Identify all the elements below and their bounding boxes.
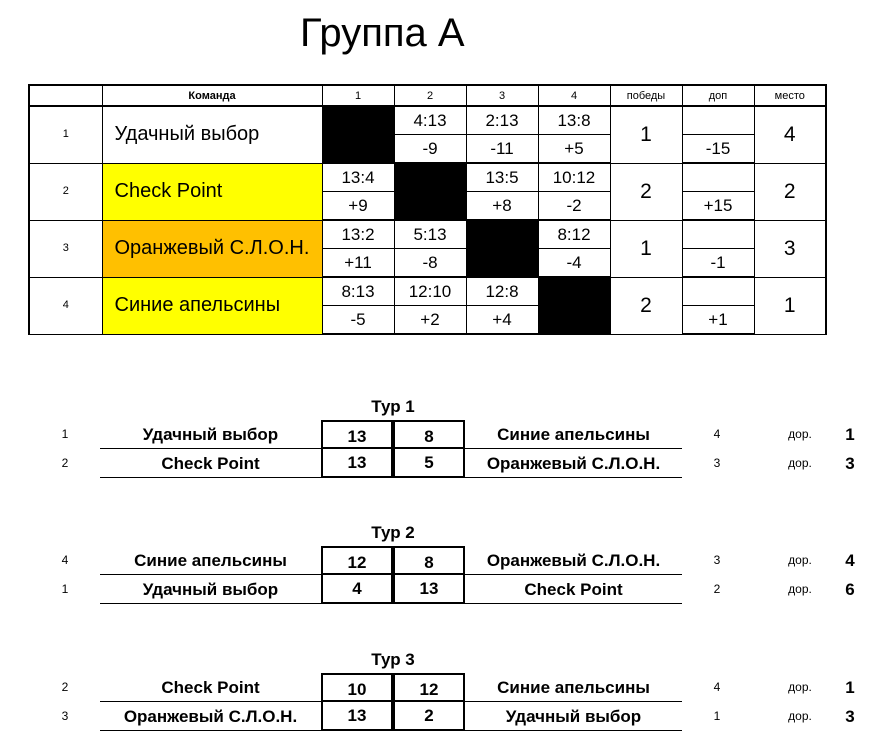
home-score: 13 — [321, 449, 393, 478]
team-number: 2 — [29, 163, 102, 220]
match-score: 8:13 — [322, 277, 394, 306]
home-team: Оранжевый С.Л.О.Н. — [100, 702, 321, 731]
match-score: 2:13 — [466, 106, 538, 135]
standings-table — [28, 84, 827, 335]
match-row — [0, 673, 873, 702]
match-row — [0, 449, 873, 478]
match-score: 12:8 — [466, 277, 538, 306]
away-score: 8 — [393, 546, 465, 575]
self-match-cell — [538, 277, 610, 334]
home-score: 10 — [321, 673, 393, 702]
home-team: Check Point — [100, 449, 321, 478]
team-row — [29, 220, 826, 249]
match-row — [0, 420, 873, 449]
team-bonus: +15 — [682, 192, 754, 221]
lane-number: 3 — [845, 707, 855, 726]
round-title: Тур 1 — [371, 397, 415, 416]
lane-number: 4 — [845, 551, 855, 570]
self-match-cell — [394, 163, 466, 220]
away-team: Синие апельсины — [465, 673, 682, 702]
lane-number: 1 — [845, 678, 855, 697]
away-team: Check Point — [465, 575, 682, 604]
round-title: Тур 3 — [371, 650, 415, 669]
header-place: место — [754, 85, 826, 106]
match-diff: +5 — [538, 135, 610, 164]
match-score: 8:12 — [538, 220, 610, 249]
home-team: Удачный выбор — [100, 420, 321, 449]
away-team-number: 4 — [713, 680, 721, 694]
match-score: 13:2 — [322, 220, 394, 249]
team-place: 1 — [754, 277, 826, 334]
away-team-number: 2 — [713, 582, 721, 596]
away-team-number: 3 — [713, 553, 721, 567]
home-team-number: 1 — [61, 427, 69, 441]
lane-label: дор. — [788, 553, 812, 567]
bonus-empty — [682, 220, 754, 249]
team-bonus: -1 — [682, 249, 754, 278]
match-diff: -9 — [394, 135, 466, 164]
home-score: 12 — [321, 546, 393, 575]
match-diff: -8 — [394, 249, 466, 278]
home-team-number: 4 — [61, 553, 69, 567]
team-number: 3 — [29, 220, 102, 277]
team-name: Удачный выбор — [102, 106, 322, 163]
team-bonus: -15 — [682, 135, 754, 164]
team-name: Синие апельсины — [102, 277, 322, 334]
team-place: 3 — [754, 220, 826, 277]
lane-label: дор. — [788, 456, 812, 470]
match-row — [0, 702, 873, 731]
away-team: Синие апельсины — [465, 420, 682, 449]
match-diff: +11 — [322, 249, 394, 278]
self-match-cell — [322, 106, 394, 163]
team-bonus: +1 — [682, 306, 754, 335]
lane-number: 6 — [845, 580, 855, 599]
match-diff: +4 — [466, 306, 538, 335]
team-row — [29, 277, 826, 306]
home-score: 13 — [321, 702, 393, 731]
match-row — [0, 575, 873, 604]
team-number: 1 — [29, 106, 102, 163]
away-score: 8 — [393, 420, 465, 449]
home-team-number: 1 — [61, 582, 69, 596]
team-place: 4 — [754, 106, 826, 163]
match-score: 13:8 — [538, 106, 610, 135]
bonus-empty — [682, 277, 754, 306]
match-diff: -2 — [538, 192, 610, 221]
away-score: 13 — [393, 575, 465, 604]
match-score: 10:12 — [538, 163, 610, 192]
away-score: 5 — [393, 449, 465, 478]
match-diff: +2 — [394, 306, 466, 335]
match-score: 13:5 — [466, 163, 538, 192]
team-place: 2 — [754, 163, 826, 220]
round-title: Тур 2 — [371, 523, 415, 542]
away-score: 2 — [393, 702, 465, 731]
match-diff: +8 — [466, 192, 538, 221]
header-team: Команда — [102, 85, 322, 106]
header-wins: победы — [610, 85, 682, 106]
home-team: Синие апельсины — [100, 546, 321, 575]
home-team: Check Point — [100, 673, 321, 702]
header-col-3: 3 — [466, 85, 538, 106]
match-diff: -4 — [538, 249, 610, 278]
page-title: Группа А — [300, 11, 465, 55]
team-wins: 2 — [610, 163, 682, 220]
team-wins: 2 — [610, 277, 682, 334]
self-match-cell — [466, 220, 538, 277]
header-col-1: 1 — [322, 85, 394, 106]
standings-header-row — [29, 85, 826, 106]
match-score: 5:13 — [394, 220, 466, 249]
team-name: Check Point — [102, 163, 322, 220]
lane-label: дор. — [788, 582, 812, 596]
away-team: Удачный выбор — [465, 702, 682, 731]
team-row — [29, 163, 826, 192]
away-score: 12 — [393, 673, 465, 702]
lane-label: дор. — [788, 709, 812, 723]
away-team-number: 4 — [713, 427, 721, 441]
team-wins: 1 — [610, 220, 682, 277]
match-score: 13:4 — [322, 163, 394, 192]
header-extra: доп — [682, 85, 754, 106]
match-score: 12:10 — [394, 277, 466, 306]
header-num — [29, 85, 102, 106]
match-row — [0, 546, 873, 575]
home-score: 13 — [321, 420, 393, 449]
match-score: 4:13 — [394, 106, 466, 135]
home-team: Удачный выбор — [100, 575, 321, 604]
match-diff: +9 — [322, 192, 394, 221]
away-team-number: 3 — [713, 456, 721, 470]
away-team: Оранжевый С.Л.О.Н. — [465, 449, 682, 478]
lane-label: дор. — [788, 427, 812, 441]
bonus-empty — [682, 106, 754, 135]
match-diff: -5 — [322, 306, 394, 335]
team-row — [29, 106, 826, 135]
match-diff: -11 — [466, 135, 538, 164]
header-col-2: 2 — [394, 85, 466, 106]
home-team-number: 2 — [61, 680, 69, 694]
home-score: 4 — [321, 575, 393, 604]
team-name: Оранжевый С.Л.О.Н. — [102, 220, 322, 277]
home-team-number: 3 — [61, 709, 69, 723]
lane-number: 3 — [845, 454, 855, 473]
lane-number: 1 — [845, 425, 855, 444]
away-team-number: 1 — [713, 709, 721, 723]
away-team: Оранжевый С.Л.О.Н. — [465, 546, 682, 575]
bonus-empty — [682, 163, 754, 192]
lane-label: дор. — [788, 680, 812, 694]
header-col-4: 4 — [538, 85, 610, 106]
home-team-number: 2 — [61, 456, 69, 470]
team-wins: 1 — [610, 106, 682, 163]
team-number: 4 — [29, 277, 102, 334]
